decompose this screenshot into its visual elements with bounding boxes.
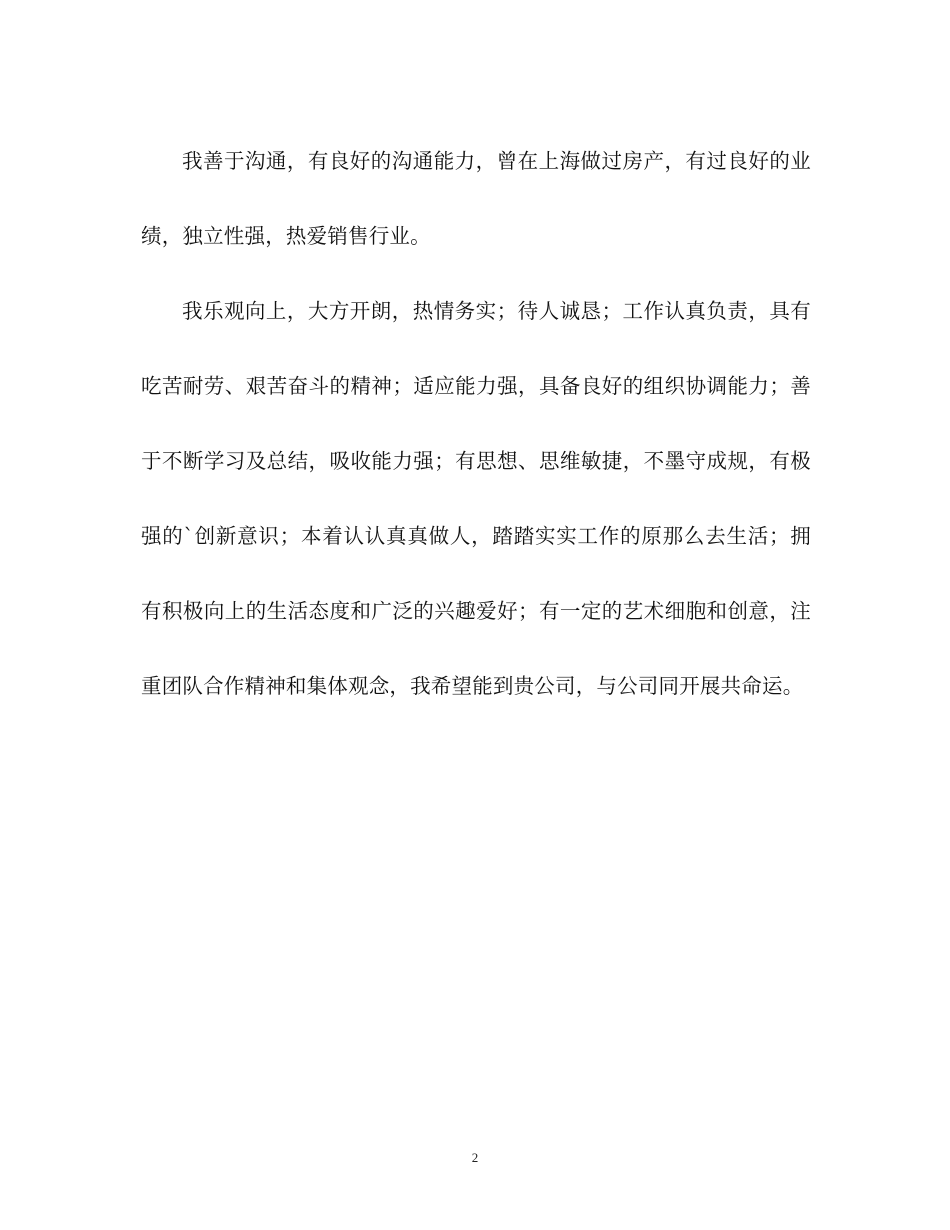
page-number: 2 [471,1150,479,1165]
document-body [141,124,811,724]
paragraph-personality: 我乐观向上，大方开朗，热情务实；待人诚恳；工作认真负责，具有吃苦耐劳、艰苦奋斗的精神；适应能力强，具备良好的组织协调能力；善于不断学习及总结，吸收能力强；有思想、思维敏捷，不墨守成规，有极强的`创新意识；本着认认真真做人，踏踏实实工作的原那么去生活；拥有积极向上的生活态度和广泛的兴趣爱好；有一定的艺术细胞和创意，注重团队合作精神和集体观念，我希望能到贵公司，与公司同开展共命运。 [141,299,811,698]
paragraph-communication: 我善于沟通，有良好的沟通能力，曾在上海做过房产，有过良好的业绩，独立性强，热爱销售行业。 [141,149,811,248]
